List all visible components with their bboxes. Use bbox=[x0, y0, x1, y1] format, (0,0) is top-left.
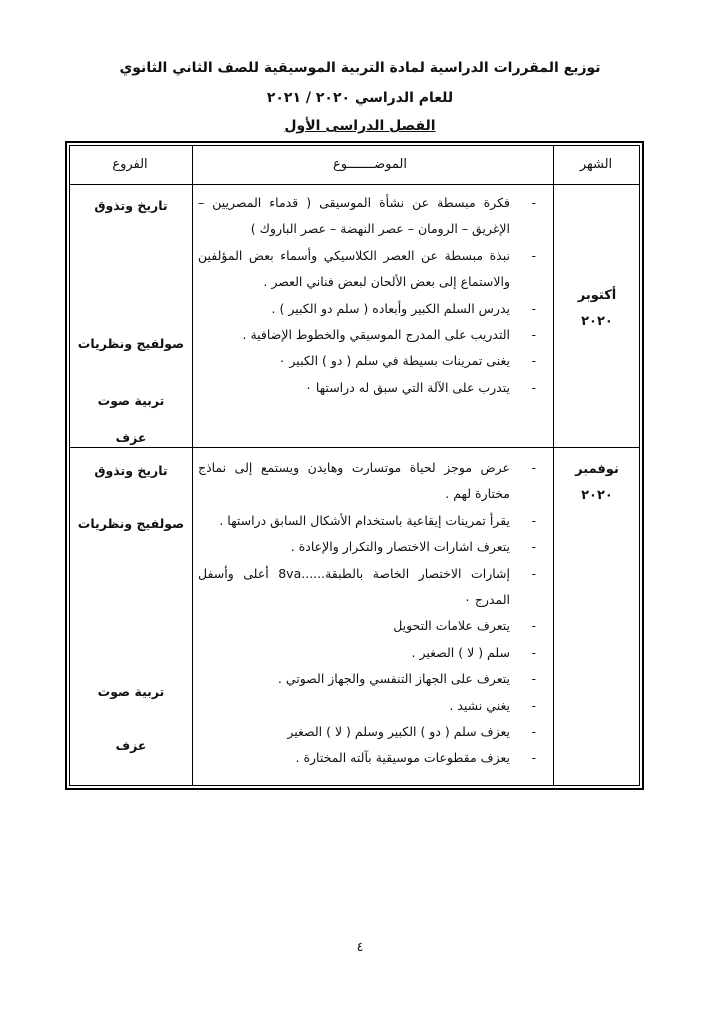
list-item: - يغني نشيد . bbox=[198, 693, 538, 719]
curriculum-table bbox=[65, 141, 644, 790]
list-item: - يغنى تمرينات بسيطة في سلم ( دو ) الكبير ٠ bbox=[198, 348, 538, 374]
list-item: - فكرة مبسطة عن نشأة الموسيقى ( قدماء المصريين – الإغريق – الرومان – عصر النهضة – عصر الباروك ) bbox=[198, 190, 538, 243]
list-item: - يعزف سلم ( دو ) الكبير وسلم ( لا ) الصغير bbox=[198, 719, 538, 745]
document-title: توزيع المقررات الدراسية لمادة التربية الموسيقية للصف الثاني الثانوي bbox=[119, 60, 601, 76]
list-item: - نبذة مبسطة عن العصر الكلاسيكي وأسماء بعض المؤلفين والاستماع إلى بعض الألحان لبعض فناني العصر . bbox=[198, 243, 538, 296]
topics-november bbox=[198, 455, 538, 772]
header-divider bbox=[69, 184, 640, 185]
branch-voice-oct: تربية صوت bbox=[97, 393, 165, 408]
semester-title: الفصل الدراسى الأول bbox=[284, 118, 436, 134]
topics-october bbox=[198, 190, 538, 401]
branch-history-nov: تاريخ وتذوق bbox=[94, 463, 168, 478]
list-item: - يتدرب على الآلة التي سبق له دراستها ٠ bbox=[198, 375, 538, 401]
page-number: ٤ bbox=[356, 940, 364, 955]
list-item: - يتعرف على الجهاز التنفسي والجهاز الصوتي . bbox=[198, 666, 538, 692]
header-topic: الموضـــــــوع bbox=[333, 157, 407, 172]
branch-solfege-oct: صولفيج ونظريات bbox=[77, 336, 185, 351]
branch-history-oct: تاريخ وتذوق bbox=[94, 198, 168, 213]
list-item: - يتعرف اشارات الاختصار والتكرار والإعادة . bbox=[198, 534, 538, 560]
list-item: - التدريب على المدرج الموسيقي والخطوط الإضافية . bbox=[198, 322, 538, 348]
academic-year: للعام الدراسي ٢٠٢٠ / ٢٠٢١ bbox=[266, 90, 454, 106]
list-item: - سلم ( لا ) الصغير . bbox=[198, 640, 538, 666]
header-month: الشهر bbox=[579, 157, 613, 172]
branch-playing-oct: عزف bbox=[115, 430, 147, 445]
list-item: - يدرس السلم الكبير وأبعاده ( سلم دو الكبير ) . bbox=[198, 296, 538, 322]
list-item: - إشارات الاختصار الخاصة بالطبقة......8va أعلى وأسفل المدرج ٠ bbox=[198, 561, 538, 614]
branch-solfege-nov: صولفيج ونظريات bbox=[77, 516, 185, 531]
month-october-name: أكتوبر bbox=[577, 288, 617, 303]
list-item: - عرض موجز لحياة موتسارت وهايدن ويستمع إلى نماذج مختارة لهم . bbox=[198, 455, 538, 508]
list-item: - يعزف مقطوعات موسيقية بآلته المختارة . bbox=[198, 745, 538, 771]
month-october-year: ٢٠٢٠ bbox=[581, 314, 613, 329]
list-item: - يقرأ تمرينات إيقاعية باستخدام الأشكال السابق دراستها . bbox=[198, 508, 538, 534]
header-branches: الفروع bbox=[112, 157, 148, 172]
branch-playing-nov: عزف bbox=[115, 738, 147, 753]
column-divider-branches bbox=[192, 145, 193, 786]
branch-voice-nov: تربية صوت bbox=[97, 684, 165, 699]
month-november-name: نوفمبر bbox=[575, 462, 619, 477]
month-november bbox=[554, 457, 640, 509]
month-november-year: ٢٠٢٠ bbox=[581, 488, 613, 503]
row-divider bbox=[69, 447, 640, 448]
month-october bbox=[554, 283, 640, 335]
list-item: - يتعرف علامات التحويل bbox=[198, 613, 538, 639]
